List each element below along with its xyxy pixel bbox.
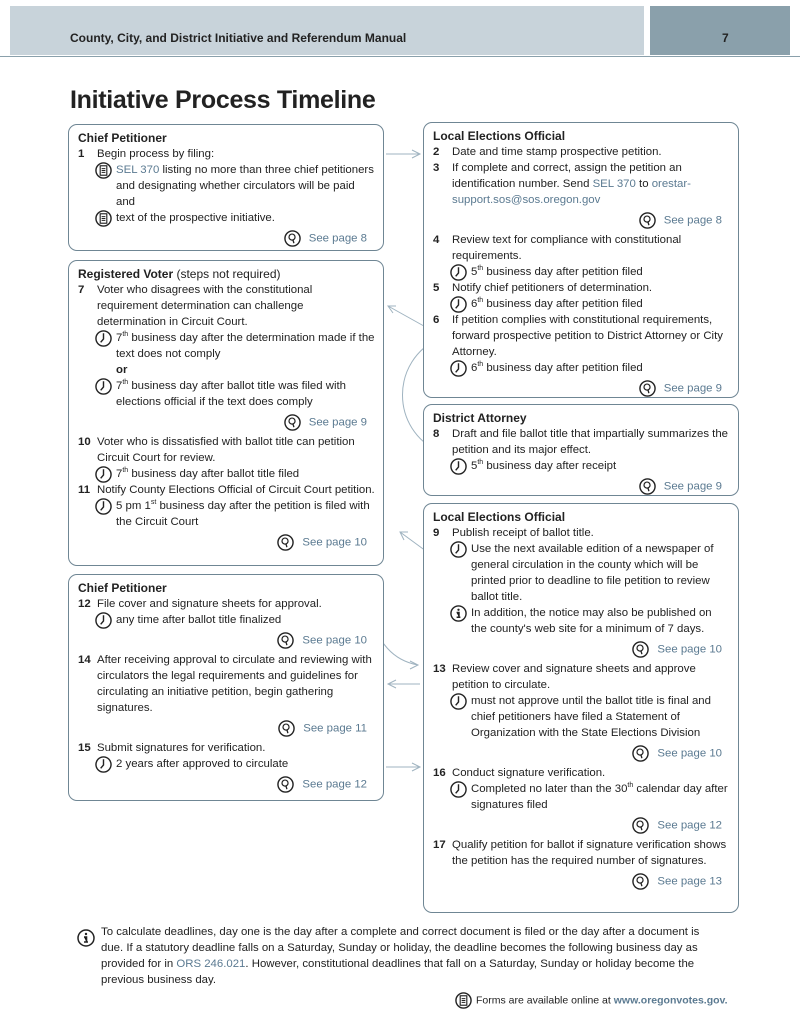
see-page-link[interactable] (433, 641, 730, 658)
step-detail (433, 693, 730, 741)
box-title-text: Local Elections Official (433, 510, 566, 524)
step-detail (433, 781, 730, 813)
see-page-link[interactable] (433, 478, 730, 495)
step-number: 12 (78, 598, 91, 610)
step-detail (433, 605, 730, 637)
box-title-text: Registered Voter (78, 267, 174, 281)
text-run: Voter who disagrees with the constitutional requirement determination can challenge determination in Circuit Court. (97, 284, 313, 328)
text-run: Date and time stamp prospective petition. (452, 146, 662, 158)
clock-icon (95, 466, 112, 483)
step-14 (78, 652, 375, 716)
see-page-text[interactable]: See page 10 (302, 634, 367, 647)
text-run: 7 (116, 468, 123, 480)
text-run: In addition, the notice may also be published on the county's web site for a minimum of 7 days. (471, 607, 712, 635)
see-page-text[interactable]: See page 8 (663, 214, 722, 227)
text-run: th (122, 331, 129, 339)
clock-icon (95, 378, 112, 395)
note-text: To calculate deadlines, day one is the day after a complete and correct document is filed or the day after a document is due. If a statutory deadline falls on a Saturday, Sunday or holiday, the deadline becomes the following business day as provided for in (101, 926, 700, 970)
text-run: If petition complies with constitutional requirements, forward prospective petition to District Attorney or City Attorney. (452, 314, 723, 358)
box-subtitle: (steps not required) (173, 267, 281, 281)
step-number: 16 (433, 767, 446, 779)
clock-icon (450, 458, 467, 475)
search-icon (639, 212, 656, 229)
search-icon (278, 720, 295, 737)
box-chief-petitioner-1 (68, 124, 384, 251)
see-page-link[interactable] (78, 632, 375, 649)
step-8 (433, 426, 730, 458)
step-10 (78, 434, 375, 466)
see-page-text[interactable]: See page 10 (657, 747, 722, 760)
step-15 (78, 740, 375, 756)
page-title: Initiative Process Timeline (70, 86, 376, 114)
clock-icon (450, 360, 467, 377)
see-page-link[interactable] (433, 380, 730, 397)
arrow-13-to-14 (388, 680, 420, 688)
text-run: 5 (471, 460, 478, 472)
search-icon (639, 478, 656, 495)
step-1 (78, 146, 375, 162)
see-page-text[interactable]: See page 9 (308, 416, 367, 429)
see-page-text[interactable]: See page 8 (308, 232, 367, 245)
text-run: any time after ballot title finalized (116, 614, 282, 626)
text-run: Begin process by filing: (97, 148, 215, 160)
text-run: 7 (116, 332, 123, 344)
arrow-1-to-2 (386, 150, 420, 158)
text-run: Review text for compliance with constitutional requirements. (452, 234, 682, 262)
text-run: business day after receipt (483, 460, 617, 472)
text-run: If complete and correct, assign the petition an identification number. Send (452, 162, 682, 190)
document-icon (95, 162, 112, 179)
step-detail (433, 360, 730, 376)
text-run: th (122, 467, 129, 475)
box-registered-voter (68, 260, 384, 566)
box-title (78, 266, 375, 282)
text-run: Draft and file ballot title that impartially summarizes the petition and its major effect. (452, 428, 729, 456)
step-detail (78, 330, 375, 362)
step-11 (78, 482, 375, 498)
manual-title: County, City, and District Initiative and Referendum Manual (70, 31, 407, 45)
text-run: 6 (471, 362, 478, 374)
clock-icon (450, 264, 467, 281)
step-number: 17 (433, 839, 446, 851)
step-detail (78, 756, 375, 772)
text-run: Completed no later than the 30 (471, 783, 628, 795)
text-run: Review cover and signature sheets and approve petition to circulate. (452, 663, 696, 691)
step-detail (78, 612, 375, 628)
step-12 (78, 596, 375, 612)
search-icon (632, 873, 649, 890)
clock-icon (95, 756, 112, 773)
step-16 (433, 765, 730, 781)
text-run: 6 (471, 298, 478, 310)
text-run: th (627, 782, 634, 790)
step-17 (433, 837, 730, 869)
forms-notice (455, 992, 728, 1009)
text-run: th (122, 379, 129, 387)
box-title-text: Local Elections Official (433, 129, 566, 143)
search-icon (277, 632, 294, 649)
text-run: business day after the petition is filed with the Circuit Court (116, 500, 370, 528)
step-detail (78, 466, 375, 482)
step-13 (433, 661, 730, 693)
note-text-end: . However, constitutional deadlines that fall on a Saturday, Sunday or holiday become the previous business day. (101, 958, 695, 986)
see-page-link[interactable] (78, 414, 375, 431)
see-page-text[interactable]: See page 9 (663, 480, 722, 493)
see-page-link[interactable] (433, 817, 730, 834)
see-page-text[interactable]: See page 10 (302, 536, 367, 549)
step-number: 5 (433, 282, 440, 294)
forms-text: Forms are available online at (476, 994, 614, 1007)
step-6 (433, 312, 730, 360)
step-4 (433, 232, 730, 264)
step-3 (433, 160, 730, 208)
document-icon (95, 210, 112, 227)
clock-icon (450, 296, 467, 313)
step-detail (78, 378, 375, 410)
search-icon (632, 745, 649, 762)
box-title (78, 130, 375, 146)
step-detail (433, 541, 730, 605)
document-icon (455, 992, 472, 1009)
see-page-link[interactable] (78, 720, 375, 737)
see-page-link[interactable] (433, 745, 730, 762)
text-run: Publish receipt of ballot title. (452, 527, 594, 539)
link[interactable]: SEL 370 (592, 178, 636, 190)
step-2 (433, 144, 730, 160)
step-detail (433, 296, 730, 312)
text-run: th (477, 361, 484, 369)
box-title (78, 580, 375, 596)
or-label: or (116, 364, 128, 376)
search-icon (277, 534, 294, 551)
step-number: 9 (433, 527, 440, 539)
see-page-link[interactable] (78, 230, 375, 247)
box-title (433, 410, 730, 426)
clock-icon (450, 781, 467, 798)
box-title-text: Chief Petitioner (78, 131, 167, 145)
step-number: 2 (433, 146, 440, 158)
text-run: must not approve until the ballot title is final and chief petitioners have filed a Statement of Organization with the State Elections Division (471, 695, 711, 739)
text-run: business day after petition filed (483, 266, 643, 278)
see-page-link[interactable] (78, 534, 375, 551)
search-icon (277, 776, 294, 793)
box-title-text: Chief Petitioner (78, 581, 167, 595)
see-page-link[interactable] (78, 776, 375, 793)
deadline-note (101, 924, 721, 988)
text-run: business day after petition filed (483, 362, 643, 374)
text-run: File cover and signature sheets for approval. (97, 598, 322, 610)
text-run: 7 (116, 380, 123, 392)
step-number: 15 (78, 742, 91, 754)
box-title-text: District Attorney (433, 411, 527, 425)
box-district-attorney (423, 404, 739, 496)
step-number: 4 (433, 234, 440, 246)
clock-icon (95, 612, 112, 629)
search-icon (284, 414, 301, 431)
step-detail (78, 498, 375, 530)
text-run: 2 years after approved to circulate (116, 758, 289, 770)
search-icon (639, 380, 656, 397)
text-run: After receiving approval to circulate and reviewing with circulators the legal requirements and guidelines for circulating an initiative petition, begin gathering signatures. (97, 654, 372, 714)
clock-icon (450, 541, 467, 558)
box-local-elections-official-1 (423, 122, 739, 398)
text-run: text of the prospective initiative. (116, 212, 275, 224)
text-run: business day after ballot title filed (128, 468, 300, 480)
step-9 (433, 525, 730, 541)
text-run: business day after the determination made if the text does not comply (116, 332, 375, 360)
step-detail (433, 458, 730, 474)
text-run: Qualify petition for ballot if signature verification shows the petition has the required number of signatures. (452, 839, 727, 867)
text-run: th (477, 297, 484, 305)
clock-icon (95, 330, 112, 347)
see-page-text[interactable]: See page 11 (303, 722, 367, 735)
text-run: business day after petition filed (483, 298, 643, 310)
see-page-link[interactable] (433, 873, 730, 890)
step-number: 6 (433, 314, 440, 326)
step-number: 7 (78, 284, 85, 296)
text-run: Use the next available edition of a newspaper of general circulation in the county which will be printed prior to deadline to file petition to review ballot title. (471, 543, 714, 603)
text-run: business day after ballot title was filed with elections official if the text does comply (116, 380, 346, 408)
text-run: calendar day after signatures filed (471, 783, 728, 811)
text-run: to (635, 178, 652, 190)
search-icon (284, 230, 301, 247)
step-number: 1 (78, 148, 85, 160)
info-icon (77, 929, 95, 947)
info-icon (450, 605, 467, 622)
step-number: 11 (78, 484, 91, 496)
text-run: 5 pm 1 (116, 500, 151, 512)
see-page-link[interactable] (433, 212, 730, 229)
see-page-text[interactable]: See page 12 (302, 778, 367, 791)
clock-icon (95, 498, 112, 515)
search-icon (632, 817, 649, 834)
step-number: 14 (78, 654, 91, 666)
text-run: Submit signatures for verification. (97, 742, 266, 754)
step-number: 13 (433, 663, 446, 675)
page-number: 7 (722, 31, 729, 45)
text-run: Notify County Elections Official of Circuit Court petition. (97, 484, 375, 496)
box-chief-petitioner-2 (68, 574, 384, 801)
step-number: 10 (78, 436, 91, 448)
link[interactable]: orestar-support.sos@sos.oregon.gov (452, 178, 691, 206)
text-run: Voter who is dissatisfied with ballot title can petition Circuit Court for review. (97, 436, 355, 464)
ors-link[interactable]: ORS 246.021 (176, 958, 246, 970)
step-detail (78, 210, 375, 226)
arrow-15-to-16 (386, 763, 420, 771)
link[interactable]: SEL 370 (116, 164, 160, 176)
box-local-elections-official-2 (423, 503, 739, 913)
see-page-text[interactable]: See page 12 (657, 819, 722, 832)
text-run: listing no more than three chief petitioners and designating whether circulators will be paid and (116, 164, 374, 208)
step-number: 8 (433, 428, 440, 440)
text-run: Notify chief petitioners of determination. (452, 282, 653, 294)
step-7 (78, 282, 375, 330)
text-run: th (477, 459, 484, 467)
oregonvotes-link[interactable]: www.oregonvotes.gov. (613, 994, 728, 1007)
box-title (433, 128, 730, 144)
text-run: st (150, 499, 157, 507)
see-page-text[interactable]: See page 10 (657, 643, 722, 656)
text-run: Conduct signature verification. (452, 767, 606, 779)
step-5 (433, 280, 730, 296)
see-page-text[interactable]: See page 13 (657, 875, 722, 888)
step-detail (433, 264, 730, 280)
see-page-text[interactable]: See page 9 (663, 382, 722, 395)
search-icon (632, 641, 649, 658)
step-detail (78, 162, 375, 210)
text-run: th (477, 265, 484, 273)
text-run: 5 (471, 266, 478, 278)
clock-icon (450, 693, 467, 710)
step-number: 3 (433, 162, 440, 174)
box-title (433, 509, 730, 525)
